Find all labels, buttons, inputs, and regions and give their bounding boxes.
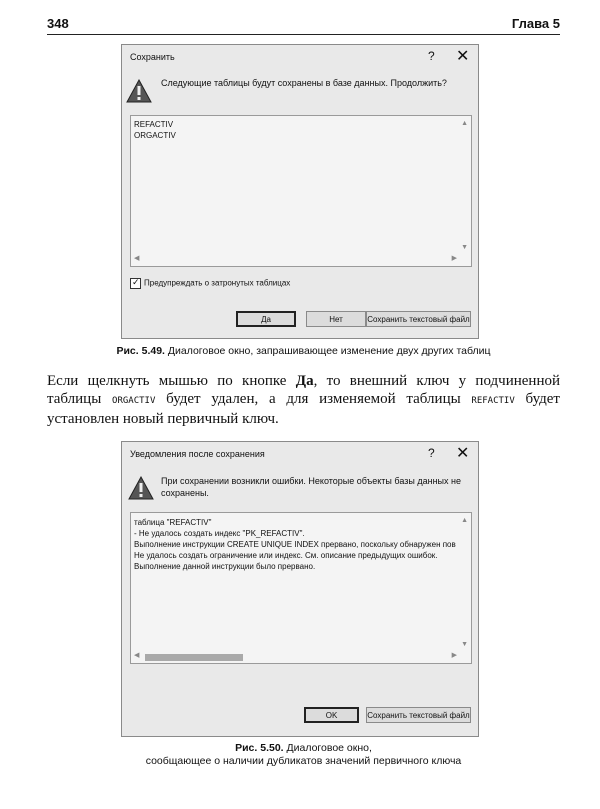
- code-refactiv: REFACTIV: [471, 396, 515, 406]
- horizontal-scrollbar-thumb[interactable]: [145, 654, 243, 661]
- no-button[interactable]: Нет: [306, 311, 366, 327]
- figure-caption-5-49: [47, 345, 560, 358]
- caption-text-line2: сообщающее о наличии дубликатов значений первичного ключа: [145, 755, 462, 767]
- log-line: Выполнение данной инструкции было прервано.: [134, 562, 316, 571]
- save-text-file-button[interactable]: Сохранить текстовый файл: [366, 311, 471, 327]
- scroll-down-icon[interactable]: ▼: [461, 641, 468, 648]
- warning-triangle-icon: [126, 79, 152, 103]
- save-dialog: [121, 44, 479, 339]
- figure-caption-5-50: [47, 742, 560, 768]
- body-text-run: будет удален, а для изменяемой таблицы: [155, 391, 472, 407]
- notifications-dialog-titlebar: [122, 442, 478, 468]
- checkbox-label: Предупреждать о затронутых таблицах: [144, 278, 291, 288]
- ok-button[interactable]: OK: [304, 707, 359, 723]
- error-log-box[interactable]: [130, 512, 472, 664]
- message-line: сохранены.: [161, 488, 209, 498]
- log-line: Не удалось создать ограничение или индекс. См. описание предыдущих ошибок.: [134, 551, 438, 560]
- help-button[interactable]: ?: [428, 49, 435, 63]
- body-paragraph: [47, 372, 560, 428]
- scroll-left-icon[interactable]: ◀: [134, 255, 140, 262]
- tables-list[interactable]: [130, 115, 472, 267]
- dialog-message: [161, 475, 461, 499]
- scroll-right-icon[interactable]: ▶: [451, 255, 457, 262]
- help-button[interactable]: ?: [428, 446, 435, 460]
- body-text-run: будет установлен новый первичный ключ.: [47, 391, 560, 427]
- post-save-notifications-dialog: [121, 441, 479, 737]
- caption-label: Рис. 5.49.: [116, 345, 165, 357]
- scroll-up-icon[interactable]: ▲: [461, 517, 468, 524]
- checkmark-icon: ✓: [132, 277, 140, 287]
- dialog-title: Уведомления после сохранения: [130, 449, 265, 459]
- body-text-run: , то внешний ключ у подчиненной таблицы: [47, 373, 560, 407]
- caption-text: Диалоговое окно, запрашивающее изменение двух других таблиц: [167, 345, 491, 357]
- yes-button[interactable]: Да: [236, 311, 296, 327]
- close-button[interactable]: ✕: [456, 48, 470, 65]
- save-text-file-button[interactable]: Сохранить текстовый файл: [366, 707, 471, 723]
- caption-text: Диалоговое окно,: [286, 742, 372, 754]
- scroll-up-icon[interactable]: ▲: [461, 120, 468, 127]
- dialog-title: Сохранить: [130, 52, 175, 62]
- warning-triangle-icon: [128, 476, 154, 500]
- dialog-message: Следующие таблицы будут сохранены в базе данных. Продолжить?: [161, 78, 447, 88]
- body-text-run: Если щелкнуть мышью по кнопке: [47, 373, 296, 389]
- scroll-down-icon[interactable]: ▼: [461, 244, 468, 251]
- log-line: - Не удалось создать индекс "PK_REFACTIV".: [134, 529, 305, 538]
- log-line: таблица "REFACTIV": [134, 518, 212, 527]
- log-line: Выполнение инструкции CREATE UNIQUE INDEX прервано, поскольку обнаружен пов: [134, 540, 456, 549]
- page-header: [47, 14, 560, 35]
- close-button[interactable]: ✕: [456, 445, 470, 462]
- code-orgactiv: ORGACTIV: [112, 396, 156, 406]
- scroll-right-icon[interactable]: ▶: [451, 652, 457, 659]
- chapter-title: Глава 5: [511, 16, 560, 31]
- list-item[interactable]: REFACTIV: [134, 120, 174, 129]
- message-line: При сохранении возникли ошибки. Некоторые объекты базы данных не: [161, 476, 461, 486]
- save-dialog-titlebar: [122, 45, 478, 71]
- page-number: 348: [47, 16, 69, 31]
- list-item[interactable]: ORGACTIV: [134, 131, 176, 140]
- body-bold-run: Да: [295, 373, 314, 389]
- caption-label: Рис. 5.50.: [235, 742, 284, 754]
- checkbox-box[interactable]: [130, 278, 141, 289]
- warn-affected-tables-checkbox[interactable]: [130, 278, 290, 289]
- scroll-left-icon[interactable]: ◀: [134, 652, 140, 659]
